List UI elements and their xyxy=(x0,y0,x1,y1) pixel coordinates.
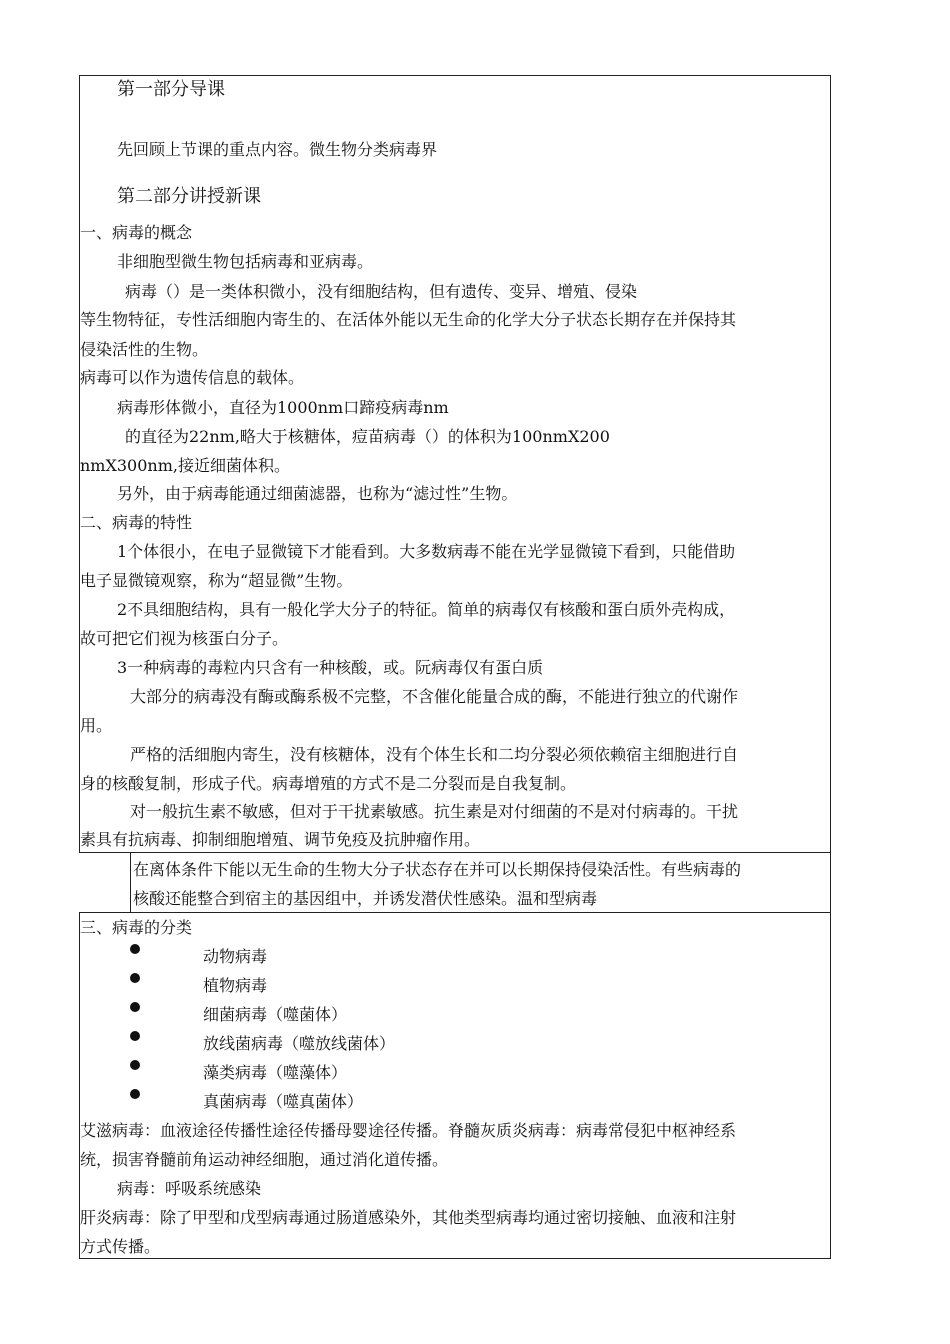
classification-item: 藻类病毒（噬藻体） xyxy=(203,1063,348,1082)
bullet-dot xyxy=(130,1002,140,1012)
concept-line: 侵染活性的生物。 xyxy=(80,340,209,359)
classification-item: 植物病毒 xyxy=(203,976,268,995)
classification-cell-border xyxy=(79,912,831,1259)
concept-line: 另外，由于病毒能通过细菌滤器，也称为“滤过性”生物。 xyxy=(117,484,518,503)
bullet-dot xyxy=(130,1031,140,1041)
classification-heading: 三、病毒的分类 xyxy=(80,918,193,937)
classification-line: 病毒：呼吸系统感染 xyxy=(117,1179,262,1198)
inset-line: 在离体条件下能以无生命的生物大分子状态存在并可以长期保持侵染活性。有些病毒的 xyxy=(133,860,742,879)
traits-line: 3一种病毒的毒粒内只含有一种核酸，或。阮病毒仅有蛋白质 xyxy=(117,658,544,677)
bullet-dot xyxy=(130,1089,140,1099)
classification-item: 真菌病毒（噬真菌体） xyxy=(203,1092,364,1111)
traits-line: 电子显微镜观察，称为“超显微”生物。 xyxy=(80,571,353,590)
concept-heading: 一、病毒的概念 xyxy=(80,223,193,242)
bullet-dot xyxy=(130,944,140,954)
section1-review-text: 先回顾上节课的重点内容。微生物分类病毒界 xyxy=(117,140,438,159)
classification-line: 肝炎病毒：除了甲型和戊型病毒通过肠道感染外，其他类型病毒均通过密切接触、血液和注射 xyxy=(80,1208,737,1227)
traits-heading: 二、病毒的特性 xyxy=(80,513,193,532)
classification-item: 放线菌病毒（噬放线菌体） xyxy=(203,1034,396,1053)
classification-item: 细菌病毒（噬菌体） xyxy=(203,1005,348,1024)
concept-line: 的直径为22nm,略大于核糖体，痘苗病毒（）的体积为100nmX200 xyxy=(125,427,610,446)
traits-line: 故可把它们视为核蛋白分子。 xyxy=(80,629,289,648)
concept-line: 非细胞型微生物包括病毒和亚病毒。 xyxy=(117,252,374,271)
section1-title: 第一部分导课 xyxy=(117,79,225,100)
traits-line: 1个体很小，在电子显微镜下才能看到。大多数病毒不能在光学显微镜下看到，只能借助 xyxy=(117,542,736,561)
traits-line: 身的核酸复制，形成子代。病毒增殖的方式不是二分裂而是自我复制。 xyxy=(80,774,577,793)
concept-line: 病毒形体微小，直径为1000nm口蹄疫病毒nm xyxy=(117,398,449,417)
traits-line: 严格的活细胞内寄生，没有核糖体，没有个体生长和二均分裂必须依赖宿主细胞进行自 xyxy=(130,745,739,764)
bullet-dot xyxy=(130,973,140,983)
traits-line: 素具有抗病毒、抑制细胞增殖、调节免疫及抗肿瘤作用。 xyxy=(80,830,481,849)
traits-line: 用。 xyxy=(80,716,113,735)
concept-line: nmX300nm,接近细菌体积。 xyxy=(80,456,290,475)
concept-line: 病毒可以作为遗传信息的载体。 xyxy=(80,368,305,387)
classification-line: 艾滋病毒：血液途径传播性途径传播母婴途径传播。脊髓灰质炎病毒：病毒常侵犯中枢神经系 xyxy=(80,1121,737,1140)
bullet-dot xyxy=(130,1060,140,1070)
inset-line: 核酸还能整合到宿主的基因组中，并诱发潜伏性感染。温和型病毒 xyxy=(133,889,598,908)
classification-line: 方式传播。 xyxy=(80,1237,161,1256)
traits-line: 大部分的病毒没有酶或酶系极不完整，不含催化能量合成的酶，不能进行独立的代谢作 xyxy=(130,687,739,706)
concept-line: 病毒（）是一类体积微小，没有细胞结构，但有遗传、变异、增殖、侵染 xyxy=(125,282,638,301)
classification-item: 动物病毒 xyxy=(203,947,268,966)
classification-line: 统，损害脊髓前角运动神经细胞，通过消化道传播。 xyxy=(80,1150,449,1169)
traits-line: 对一般抗生素不敏感，但对于干扰素敏感。抗生素是对付细菌的不是对付病毒的。干扰 xyxy=(130,802,739,821)
section2-title: 第二部分讲授新课 xyxy=(117,186,261,207)
traits-line: 2不具细胞结构，具有一般化学大分子的特征。简单的病毒仅有核酸和蛋白质外壳构成， xyxy=(117,600,736,619)
concept-line: 等生物特征，专性活细胞内寄生的、在活体外能以无生命的化学大分子状态长期存在并保持其 xyxy=(80,310,737,329)
